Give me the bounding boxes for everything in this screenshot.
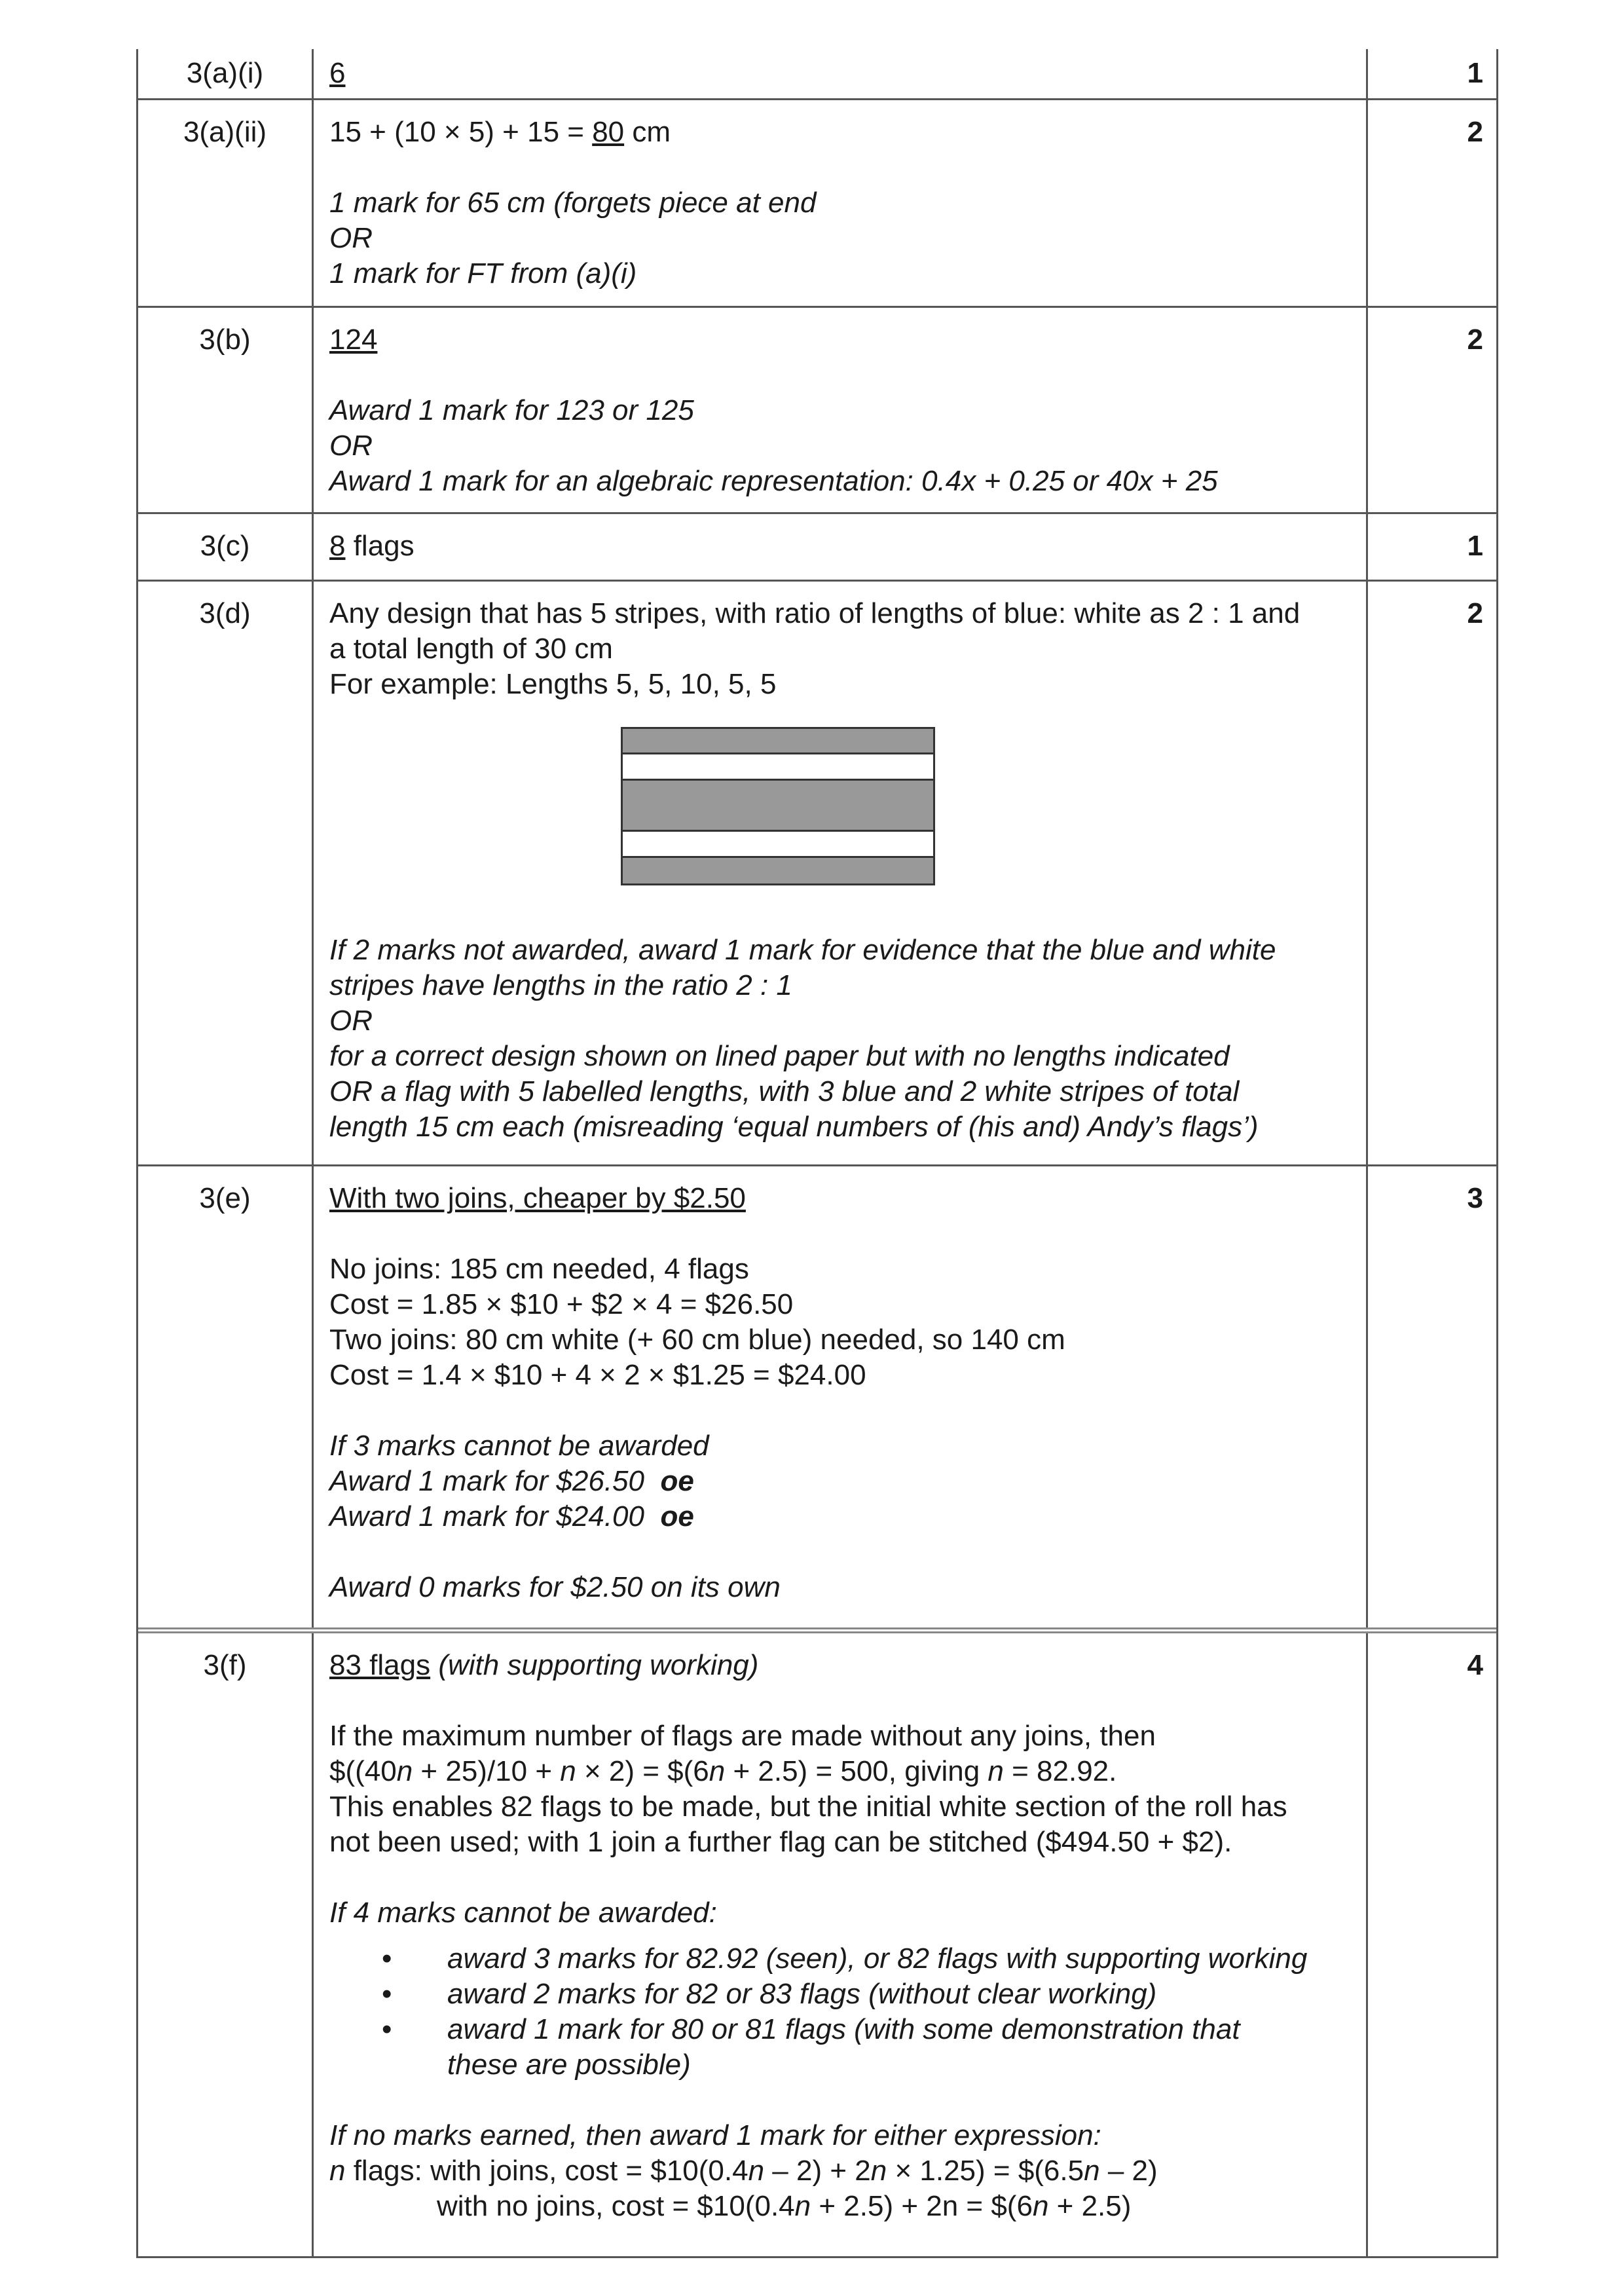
- working-line: If the maximum number of flags are made without any joins, then: [329, 1720, 1156, 1752]
- guidance-note: Award 1 mark for 123 or 125: [329, 394, 694, 426]
- answer-line: 15 + (10 × 5) + 15 = 80 cm: [329, 116, 671, 148]
- answer-cell: [314, 100, 1368, 306]
- working-line: No joins: 185 cm needed, 4 flags: [329, 1253, 749, 1285]
- flag-design-diagram: [621, 727, 935, 885]
- table-row: [138, 100, 1496, 308]
- table-row: [138, 1633, 1496, 2258]
- guidance-note: If 2 marks not awarded, award 1 mark for evidence that the blue and white: [329, 934, 1276, 966]
- answer-cell: 83 flags (with supporting working) If the maximum number of flags are made without any joins, then $((40n + 25)/10 + n × 2) = $(6n + 2.5) = 500, giving n = 82.92. This enables 82 flags to be made, but the initial white section of the roll has not been used; with 1 join a further flag can be stitched ($494.50 + $2). If 4 marks cannot be awarded: • award 3 marks for 82.92 (seen), or 82 flags with supporting working • award 2 marks for 82 or 83 flags (without clear working) • award 1 mark for 80 or 81 flags (with some demonstration that these are possible) If no marks earned, then award 1 mark for either expression: n flags: with joins, cost = $10(0.4n – 2) + 2n × 1.25) = $(6.5n – 2) with no joins, cost = $10(0.4n + 2.5) + 2n = $(6n + 2.5): [314, 1633, 1368, 2258]
- question-number: 3(d): [138, 582, 314, 1164]
- table-row: [138, 308, 1496, 514]
- guidance-note: Award 1 mark for an algebraic representation: 0.4x + 0.25 or 40x + 25: [329, 465, 1218, 497]
- marks-cell: 2: [1467, 324, 1483, 356]
- marks-cell: 2: [1467, 116, 1483, 148]
- white-stripe: [623, 832, 933, 857]
- bullet-item: • award 1 mark for 80 or 81 flags (with some demonstration that: [329, 2012, 1350, 2047]
- table-row: [138, 514, 1496, 582]
- working-line: Cost = 1.85 × $10 + $2 × 4 = $26.50: [329, 1288, 794, 1320]
- answer-cell: [314, 49, 1368, 98]
- answer-cell: [314, 1166, 1368, 1627]
- working-line: not been used; with 1 join a further flag can be stitched ($494.50 + $2).: [329, 1826, 1232, 1858]
- blue-stripe: [623, 729, 933, 754]
- question-number: 3(a)(i): [138, 49, 314, 98]
- guidance-note: OR: [329, 430, 373, 462]
- table-row: [138, 1166, 1496, 1633]
- working-line: Two joins: 80 cm white (+ 60 cm blue) needed, so 140 cm: [329, 1324, 1065, 1356]
- guidance-note: 1 mark for FT from (a)(i): [329, 257, 637, 289]
- answer-text: For example: Lengths 5, 5, 10, 5, 5: [329, 668, 777, 700]
- guidance-note: for a correct design shown on lined paper but with no lengths indicated: [329, 1040, 1230, 1072]
- bullet-item: • award 3 marks for 82.92 (seen), or 82 flags with supporting working: [329, 1941, 1350, 1977]
- guidance-note: Award 0 marks for $2.50 on its own: [329, 1571, 781, 1603]
- question-number: 3(b): [138, 308, 314, 512]
- expression-line: n flags: with joins, cost = $10(0.4n – 2) + 2n × 1.25) = $(6.5n – 2): [329, 2155, 1158, 2187]
- answer-cell: [314, 582, 1368, 1164]
- marks-cell: 4: [1467, 1649, 1483, 1681]
- white-stripe: [623, 754, 933, 780]
- guidance-note: Award 1 mark for $24.00 oe: [329, 1500, 694, 1533]
- bullet-item: • award 2 marks for 82 or 83 flags (without clear working): [329, 1977, 1350, 2012]
- marks-cell: 1: [1467, 57, 1483, 89]
- working-line: Cost = 1.4 × $10 + 4 × 2 × $1.25 = $24.00: [329, 1359, 866, 1391]
- blue-stripe: [623, 858, 933, 883]
- table-row: [138, 582, 1496, 1166]
- working-line: $((40n + 25)/10 + n × 2) = $(6n + 2.5) = 500, giving n = 82.92.: [329, 1755, 1117, 1787]
- question-number: 3(f): [138, 1633, 314, 2258]
- question-number: 3(a)(ii): [138, 100, 314, 306]
- answer-text: Any design that has 5 stripes, with ratio of lengths of blue: white as 2 : 1 and: [329, 597, 1301, 629]
- guidance-note: If 4 marks cannot be awarded:: [329, 1897, 717, 1929]
- marks-cell: 2: [1467, 597, 1483, 629]
- guidance-note: stripes have lengths in the ratio 2 : 1: [329, 969, 792, 1001]
- guidance-note: If 3 marks cannot be awarded: [329, 1430, 709, 1462]
- expression-line: with no joins, cost = $10(0.4n + 2.5) + 2n = $(6n + 2.5): [437, 2190, 1132, 2222]
- answer-text: a total length of 30 cm: [329, 633, 613, 665]
- guidance-note: OR a flag with 5 labelled lengths, with 3 blue and 2 white stripes of total: [329, 1075, 1240, 1107]
- guidance-note: 1 mark for 65 cm (forgets piece at end: [329, 187, 817, 219]
- mark-scheme-table: [136, 49, 1498, 2258]
- guidance-note: length 15 cm each (misreading ‘equal numbers of (his and) Andy’s flags’): [329, 1111, 1259, 1143]
- working-line: This enables 82 flags to be made, but the initial white section of the roll has: [329, 1791, 1287, 1823]
- question-number: 3(e): [138, 1166, 314, 1627]
- guidance-note: OR: [329, 222, 373, 254]
- table-row: [138, 49, 1496, 100]
- marks-cell: 1: [1467, 530, 1483, 562]
- answer-value: With two joins, cheaper by $2.50: [329, 1182, 746, 1214]
- bullet-continuation: these are possible): [447, 2049, 691, 2081]
- marks-cell: 3: [1467, 1182, 1483, 1214]
- answer-cell: [314, 308, 1368, 512]
- answer-value: 124: [329, 324, 378, 356]
- guidance-note: OR: [329, 1005, 373, 1037]
- guidance-note: Award 1 mark for $26.50 oe: [329, 1465, 694, 1497]
- question-number: 3(c): [138, 514, 314, 580]
- guidance-note: If no marks earned, then award 1 mark for either expression:: [329, 2119, 1101, 2151]
- answer-value: 8: [329, 530, 346, 562]
- answer-value: 83 flags: [329, 1649, 431, 1681]
- answer-cell: 8 flags: [314, 514, 1368, 580]
- blue-stripe: [623, 781, 933, 832]
- answer-value: 6: [329, 57, 346, 89]
